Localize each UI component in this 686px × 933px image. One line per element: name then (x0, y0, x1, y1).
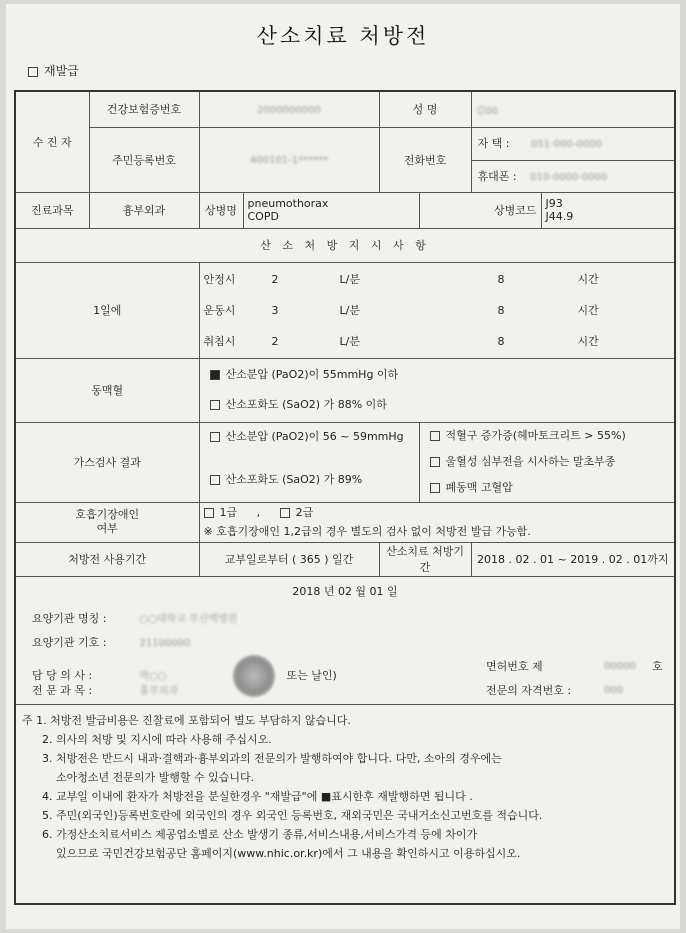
name-label: 성 명 (379, 91, 471, 127)
row-state: 안정시 (203, 272, 236, 286)
prescription-header: 산 소 처 방 지 시 사 항 (15, 228, 675, 262)
grade2-label: 2급 (295, 506, 314, 519)
gas-result-2[interactable] (430, 449, 665, 475)
row-hours-unit: 시간 (577, 334, 599, 348)
reissue-checkbox[interactable] (28, 62, 79, 79)
checkbox-icon (280, 508, 290, 518)
note-item: 있으므로 국민건강보험공단 홈페이지(www.nhic.or.kr)에서 그 내용을 확인하시고 이용하십시오. (56, 846, 521, 860)
gas-result-1[interactable] (430, 423, 665, 449)
row-unit: L/분 (339, 334, 360, 348)
license-suffix: 호 (652, 660, 663, 673)
rx-period-range: 2018 . 02 . 01 ~ 2019 . 02 . 01까지 (471, 542, 675, 576)
prescription-form (14, 90, 676, 905)
seal-stamp-icon (233, 655, 275, 697)
row-unit: L/분 (339, 303, 360, 317)
abga-label: 동맥혈 (15, 358, 199, 422)
period-days: 교부일로부터 ( 365 ) 일간 (199, 542, 379, 576)
abga-option-1-label: 산소분압 (PaO2)이 55mmHg 이하 (225, 368, 399, 381)
specialty-value: 흉부외과 (139, 686, 179, 697)
oxygen-row (200, 326, 675, 357)
row-flow: 2 (271, 334, 279, 348)
checkbox-icon (430, 431, 440, 441)
row-hours: 8 (497, 272, 505, 286)
grade2-checkbox[interactable] (280, 506, 314, 519)
period-label: 처방전 사용기간 (15, 542, 199, 576)
gas-option-2-label: 산소포화도 (SaO2) 가 89% (225, 472, 363, 486)
checked-box-icon (210, 370, 220, 380)
license-value: 00000 (604, 661, 636, 672)
license-label: 면허번호 제 (486, 660, 543, 673)
gas-label: 가스검사 결과 (15, 422, 199, 502)
grade-separator: , (256, 506, 261, 519)
gas-result-1-label: 적혈구 증가증(헤마토크리트 > 55%) (445, 429, 626, 442)
name-value: 김00 (475, 105, 498, 117)
inst-code-label: 요양기관 기호 : (32, 636, 107, 649)
home-phone-label: 자 택 : (477, 136, 510, 150)
rrn-label: 주민등록번호 (89, 127, 199, 192)
disease-label: 상병명 (199, 192, 243, 228)
prescription-paper (6, 4, 680, 929)
disability-label-1: 호흡기장애인 (75, 508, 140, 521)
disease-value-2: COPD (247, 210, 279, 223)
reissue-label: 재발급 (44, 64, 79, 78)
grade1-label: 1급 (219, 506, 238, 519)
code-value-1: J93 (545, 197, 563, 210)
oxygen-row (200, 264, 675, 295)
code-value-2: J44.9 (545, 210, 574, 223)
row-hours-unit: 시간 (577, 272, 599, 286)
row-state: 운동시 (203, 303, 236, 317)
disability-note: ※ 호흡기장애인 1,2급의 경우 별도의 검사 없이 처방전 발급 가능함. (203, 525, 531, 538)
home-phone-value: 051-000-0000 (530, 138, 602, 150)
dept-value: 흉부외과 (89, 192, 199, 228)
note-item: 2. 의사의 처방 및 지시에 따라 사용해 주십시오. (42, 732, 272, 746)
qual-value: 000 (604, 685, 624, 696)
qual-label: 전문의 자격번호 : (486, 684, 572, 697)
disease-value-1: pneumothorax (247, 197, 329, 210)
phone-label: 전화번호 (379, 127, 471, 192)
patient-section-label: 수 진 자 (15, 91, 89, 192)
note-item: 4. 교부일 이내에 환자가 처방전을 분실한경우 "재발급"에 ■표시한후 재발행하면 됩니다 . (42, 789, 473, 803)
disability-label-2: 여부 (96, 522, 118, 535)
doctor-label: 담 당 의 사 : (32, 669, 93, 682)
checkbox-icon (204, 508, 214, 518)
row-hours-unit: 시간 (577, 303, 599, 317)
abga-option-1[interactable] (210, 360, 665, 390)
row-hours: 8 (497, 334, 505, 348)
insurance-label: 건강보험증번호 (89, 91, 199, 127)
abga-option-2[interactable] (210, 390, 665, 420)
note-item: 6. 가정산소치료서비스 제공업소별로 산소 발생기 종류,서비스내용,서비스가격 등에 차이가 (42, 827, 478, 841)
doctor-value: 박○○ (139, 671, 167, 682)
row-flow: 2 (271, 272, 279, 286)
mobile-phone-value: 010-0000-0000 (530, 171, 608, 183)
checkbox-icon (430, 483, 440, 493)
checkbox-icon (210, 432, 220, 442)
inst-name-value: ○○대학교 부산백병원 (139, 614, 238, 625)
gas-result-3[interactable] (430, 475, 665, 501)
notes-list (22, 711, 668, 863)
mobile-phone-label: 휴대폰 : (477, 169, 517, 183)
oxygen-rows (200, 264, 675, 357)
inst-code-value: 21100000 (139, 638, 191, 649)
gas-option-1[interactable] (210, 423, 409, 461)
checkbox-icon (210, 475, 220, 485)
gas-result-2-label: 울혈성 심부전을 시사하는 말초부종 (445, 455, 616, 468)
issue-date: 2018 년 02 월 01 일 (292, 585, 398, 598)
rrn-value: 400101-1****** (249, 155, 329, 166)
gas-option-1-label: 산소분압 (PaO2)이 56 ~ 59mmHg (225, 429, 404, 443)
checkbox-icon (430, 457, 440, 467)
checkbox-icon (28, 67, 38, 77)
inst-name-label: 요양기관 명칭 : (32, 612, 107, 625)
document-title: 산소치료 처방전 (256, 24, 430, 48)
row-unit: L/분 (339, 272, 360, 286)
oxygen-row (200, 295, 675, 326)
daily-label: 1일에 (15, 262, 199, 358)
note-item: 소아청소년 전문의가 발행할 수 있습니다. (56, 770, 255, 784)
checkbox-icon (210, 400, 220, 410)
note-item: 3. 처방전은 반드시 내과·결핵과·흉부외과의 전문의가 발행하여야 합니다. 다만, 소아의 경우에는 (42, 751, 502, 765)
grade1-checkbox[interactable] (204, 506, 238, 519)
note-item: 5. 주민(외국인)등록번호란에 외국인의 경우 외국인 등록번호, 재외국민은 국내거소신고번호를 적습니다. (42, 808, 543, 822)
specialty-label: 전 문 과 목 : (32, 684, 93, 697)
note-item: 주 1. 처방전 발급비용은 진찰료에 포함되어 별도 부담하지 않습니다. (22, 713, 351, 727)
dept-label: 진료과목 (15, 192, 89, 228)
gas-option-2[interactable] (210, 461, 409, 499)
row-state: 취침시 (203, 334, 236, 348)
abga-option-2-label: 산소포화도 (SaO2) 가 88% 이하 (225, 398, 387, 411)
sign-text: 또는 날인) (286, 669, 337, 682)
code-label: 상병코드 (419, 192, 541, 228)
row-flow: 3 (271, 303, 279, 317)
insurance-value: 2000000000 (257, 104, 321, 116)
rx-period-label: 산소치료 처방기간 (379, 542, 471, 576)
gas-result-3-label: 폐동맥 고혈압 (445, 481, 513, 494)
row-hours: 8 (497, 303, 505, 317)
